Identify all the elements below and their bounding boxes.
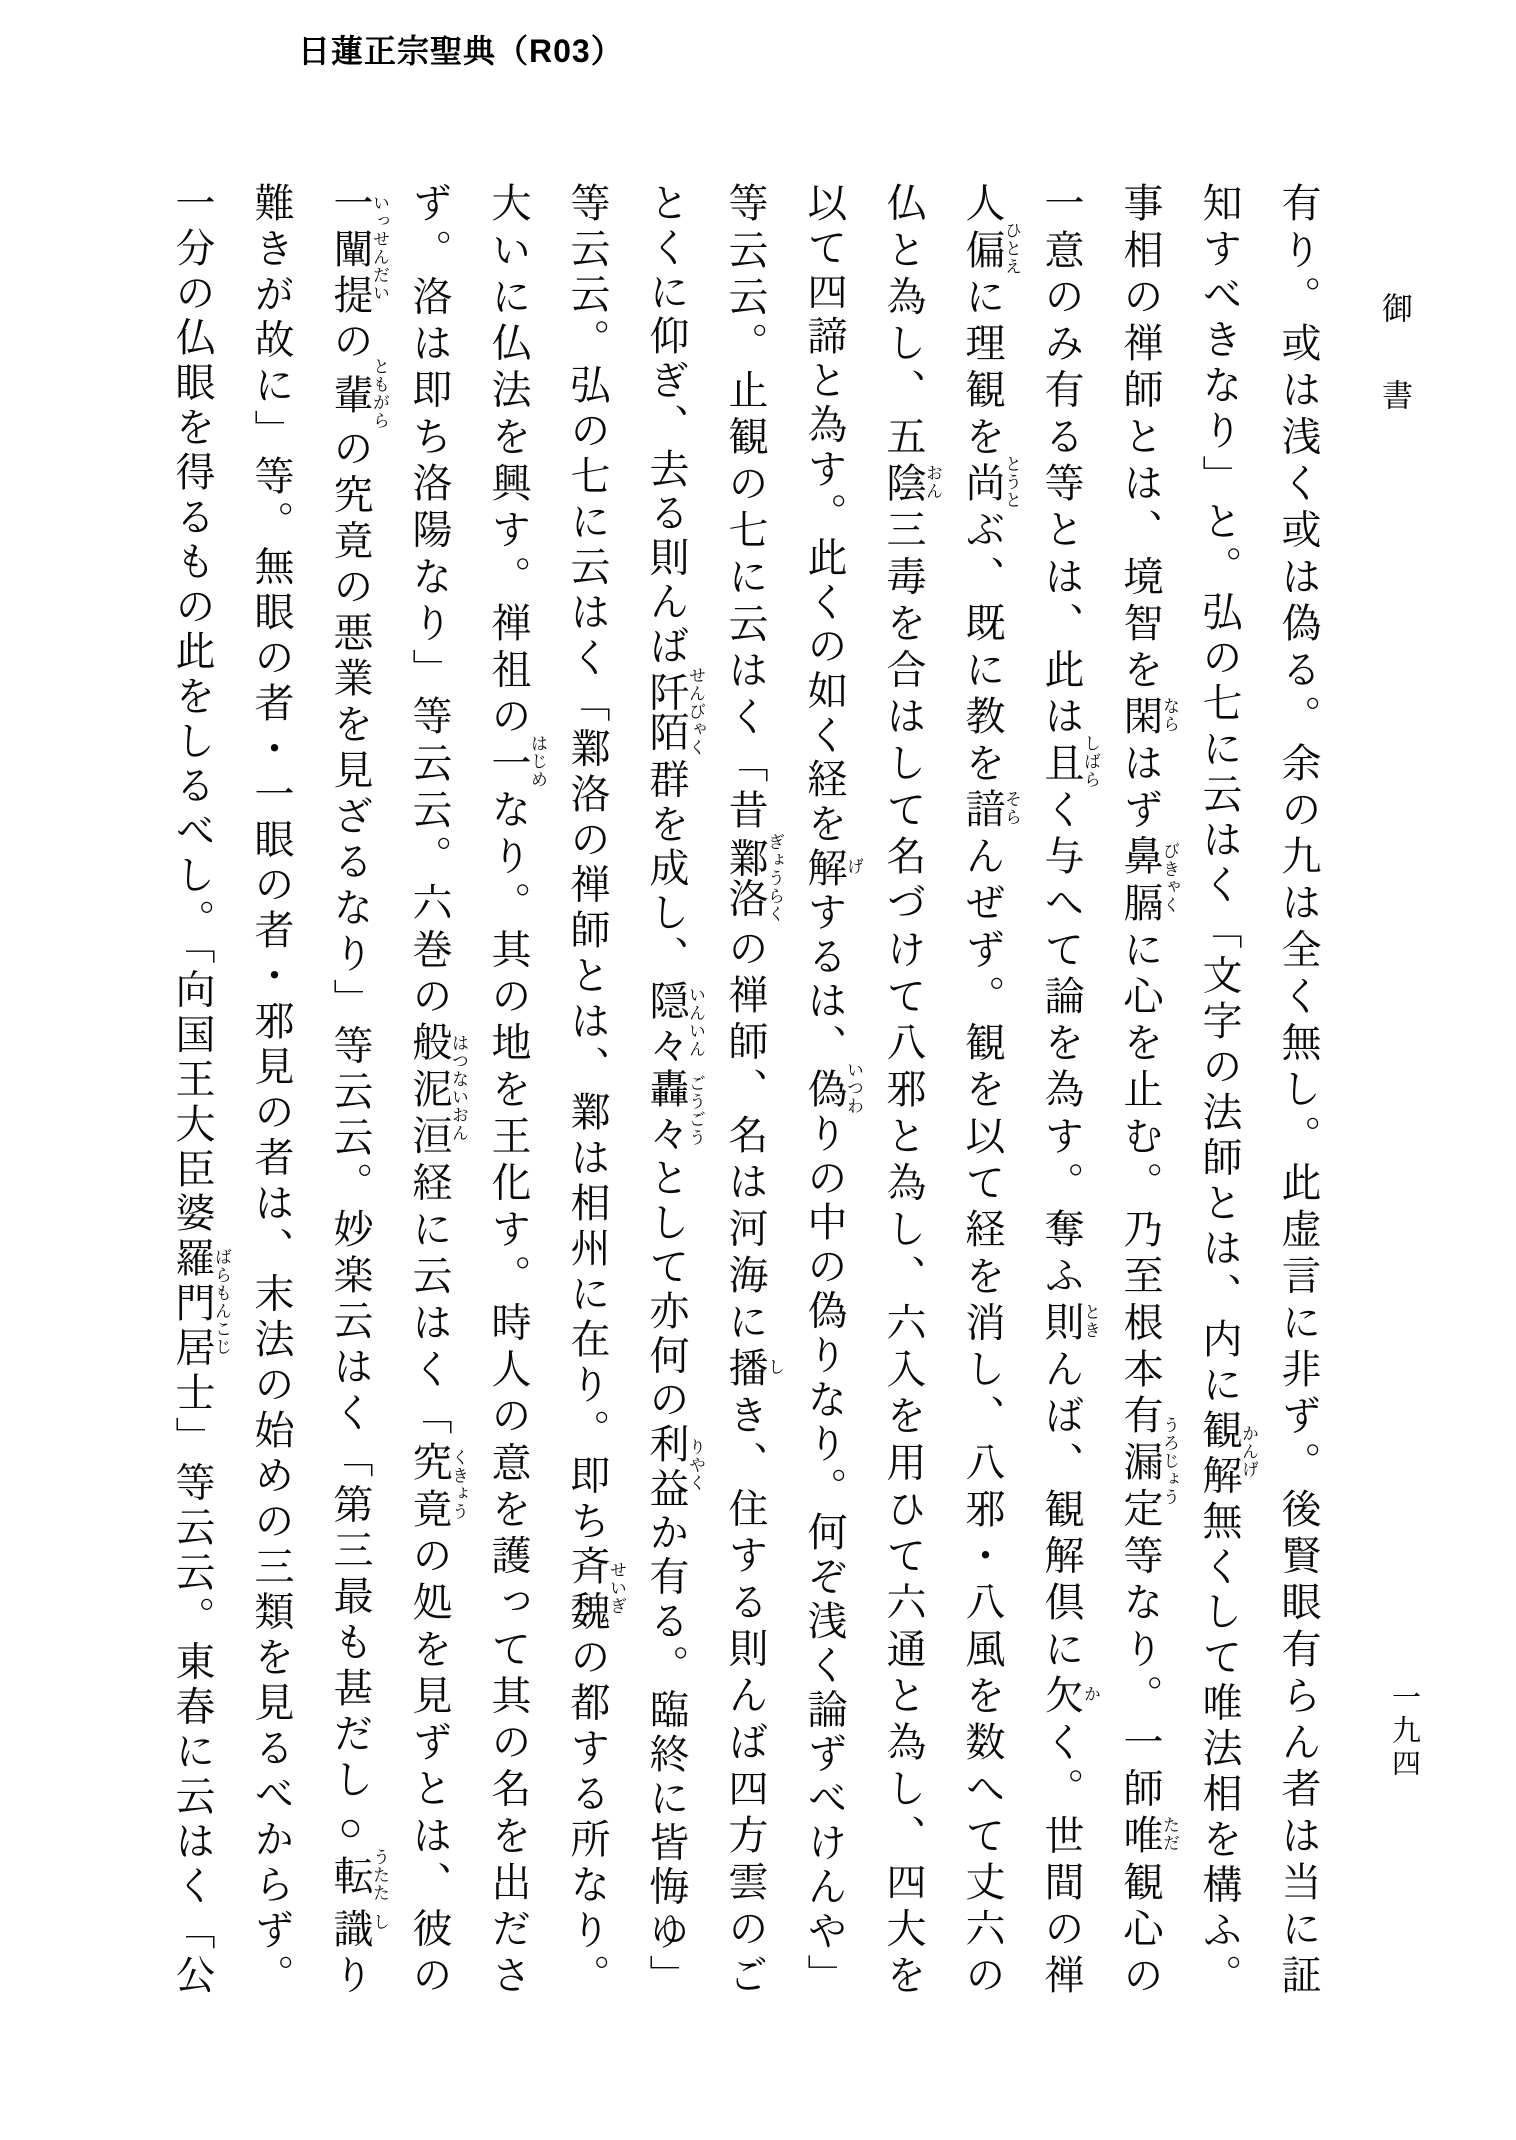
ruby-annotated-text: 閑なら <box>1118 694 1179 742</box>
ruby-annotated-text: 陰おん <box>881 461 942 509</box>
ruby-annotated-text: 識し <box>328 1902 389 1955</box>
text-column: 大いに仏法を興す。禅祖の一はじめなり。其の地を王化す。時人の意を護って其の名を出ださ <box>486 182 547 1995</box>
text-column: 以て四諦と為す。此くの如く経を解げするは、偽いつわりの中の偽りなり。何ぞ浅く論ずべけんや」 <box>802 182 863 1995</box>
ruby-annotated-text: 解げ <box>802 846 863 891</box>
ruby-annotated-text: 且しばら <box>1039 734 1100 789</box>
ruby-annotated-text: 唯ただ <box>1118 1814 1179 1861</box>
ruby-annotated-text: 般泥洹はつないおん <box>407 1021 468 1162</box>
text-column: 人偏ひとえに理観を尚とうとぶ、既に教を諳そらんぜず。観を以て経を消し、八邪・八風を数へて丈六の <box>960 182 1021 1995</box>
text-column: 等云云。弘の七に云はく「鄴洛の禅師とは、鄴は相州に在り。即ち斉魏せいぎの都する所なり。 <box>565 182 626 1995</box>
scripture-text-block <box>152 182 1338 1994</box>
ruby-annotated-text: 欠か <box>1039 1674 1100 1721</box>
text-column: 難きが故に」等。無眼の者・一眼の者・邪見の者は、末法の始めの三類を見るべからず。 <box>249 182 294 1995</box>
ruby-annotated-text: 則とき <box>1039 1301 1100 1348</box>
ruby-annotated-text: 鼻膈びきゃく <box>1118 834 1179 929</box>
ruby-annotated-text: 鄴洛ぎょうらく <box>723 832 784 923</box>
text-column: 一意のみ有る等とは、此は且しばらく与へて論を為す。奪ふ則ときんば、観解倶に欠かく。世間の禅 <box>1039 182 1100 1995</box>
text-column: 事相の禅師とは、境智を閑ならはず鼻膈びきゃくに心を止む。乃至根本有漏定うろじょう等なり。一師唯ただ観心の <box>1118 182 1179 1995</box>
ruby-annotated-text: 阡陌せんびゃく <box>644 666 705 757</box>
ruby-annotated-text: 偏ひとえ <box>960 221 1021 276</box>
text-column: とくに仰ぎ、去る則んば阡陌せんびゃく群を成し、隠々いんいん轟々ごうごうとして亦何の利益りやくか有る。臨終に皆悔ゆ」 <box>644 182 705 1995</box>
text-column: 一闡提いっせんだいの輩ともがらの究竟の悪業を見ざるなり」等云云。妙楽云はく「第三最も甚だし○転うたた識しり <box>328 182 389 1995</box>
ruby-annotated-text: 転うたた <box>328 1848 389 1903</box>
running-title-gosho: 御書 <box>1377 292 1412 466</box>
ruby-annotated-text: 一はじめ <box>486 734 547 789</box>
text-column: 仏と為し、五陰おん三毒を合はして名づけて八邪と為し、六入を用ひて六通と為し、四大を <box>881 182 942 1995</box>
ruby-annotated-text: 究竟くきょう <box>407 1441 468 1535</box>
text-column: 知すべきなり」と。弘の七に云はく「文字の法師とは、内に観解かんげ無くして唯法相を構ふ。 <box>1197 182 1258 1995</box>
ruby-annotated-text: 轟々ごうごう <box>644 1068 705 1157</box>
text-column: ず。洛は即ち洛陽なり」等云云。六巻の般泥洹はつないおん経に云はく「究竟くきょうの処を見ずとは、彼の <box>407 182 468 1995</box>
text-column: 一分の仏眼を得るもの此をしるべし。「向国王大臣婆羅門居士ばらもんこじ」等云云。東春に云はく「公 <box>170 182 231 1995</box>
ruby-annotated-text: 播し <box>723 1347 784 1394</box>
ruby-annotated-text: 一闡提いっせんだい <box>328 182 389 320</box>
ruby-annotated-text: 有漏定うろじょう <box>1118 1394 1179 1535</box>
text-column: 有り。或は浅く或は偽る。余の九は全く無し。此虚言に非ず。後賢眼有らん者は当に証 <box>1276 182 1321 1995</box>
ruby-annotated-text: 隠々いんいん <box>644 979 705 1069</box>
page-number: 一九四 <box>1388 1682 1420 1781</box>
ruby-annotated-text: 利益りやく <box>644 1422 705 1512</box>
ruby-annotated-text: 輩ともがら <box>328 357 389 430</box>
ruby-annotated-text: 偽いつわ <box>802 1061 863 1116</box>
text-column: 等云云。止観の七に云はく「昔鄴洛ぎょうらくの禅師、名は河海に播しき、住する則んば四方雲のご <box>723 182 784 1995</box>
ruby-annotated-text: 斉魏せいぎ <box>565 1545 626 1636</box>
document-header-title: 日蓮正宗聖典（R03） <box>298 33 624 69</box>
ruby-annotated-text: 尚とうと <box>960 454 1021 509</box>
ruby-annotated-text: 観解かんげ <box>1197 1408 1258 1500</box>
ruby-annotated-text: 諳そら <box>960 788 1021 835</box>
ruby-annotated-text: 婆羅門居士ばらもんこじ <box>170 1192 231 1417</box>
